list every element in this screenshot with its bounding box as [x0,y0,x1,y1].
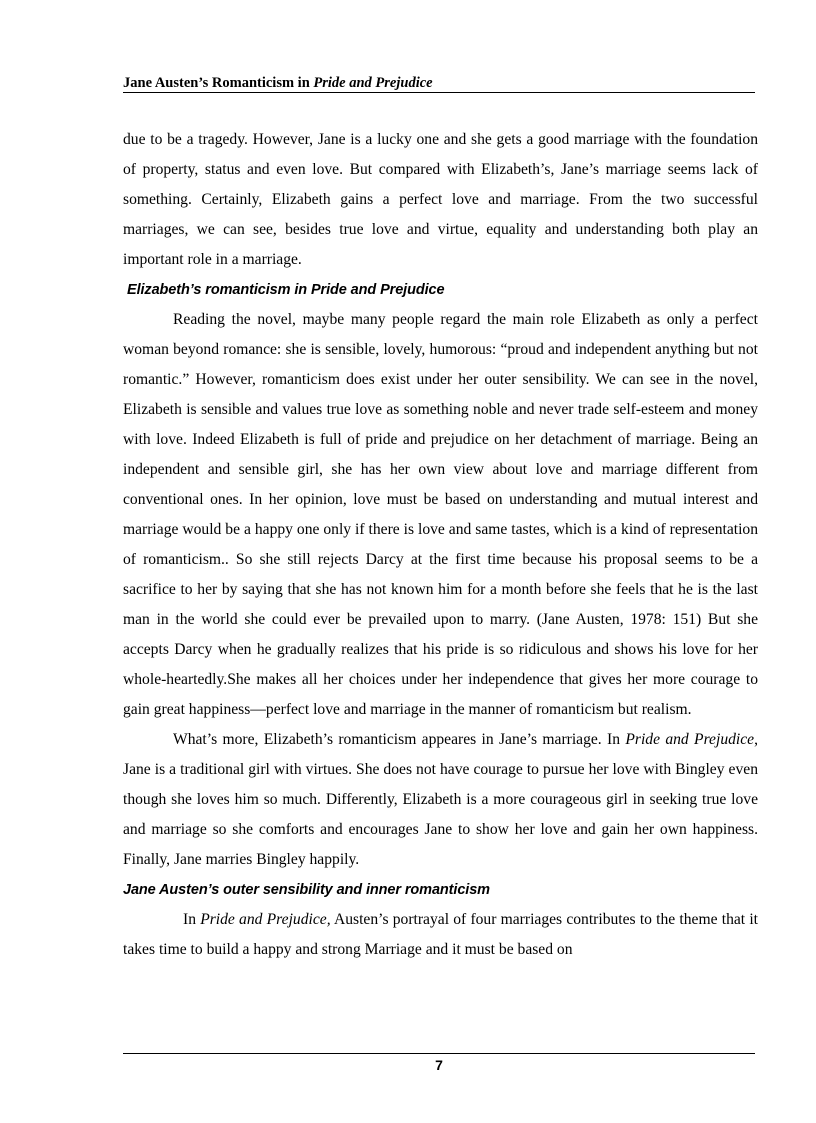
paragraph-1: due to be a tragedy. However, Jane is a lucky one and she gets a good marriage with the foundation of property, status and even love. But compared with Elizabeth’s, Jane’s marriage seems lack of something. Certainly, Elizabeth gains a perfect love and marriage. From the two successful marriages, we can see, besides true love and virtue, equality and understanding both play an important role in a marriage. [123,131,758,268]
body-text [123,125,758,965]
paragraph-3-end: , Jane is a traditional girl with virtues. She does not have courage to pursue her love with Bingley even though she loves him so much. Differently, Elizabeth is a more courageous girl in seeking true love and marriage so she comforts and encourages Jane to show her love and gain her own happiness. Finally, Jane marries Bingley happily. [123,731,758,868]
header-title-plain: Jane Austen’s Romanticism in [123,75,314,91]
paragraph-3-italic: Pride and Prejudice [625,731,755,748]
paragraph-4-start: In [183,911,201,928]
header-title-italic: Pride and Prejudice [313,75,433,91]
paragraph-2: Reading the novel, maybe many people regard the main role Elizabeth as only a perfect woman beyond romance: she is sensible, lovely, humorous: “proud and independent anything but not romantic.” However, romanticism does exist under her outer sensibility. We can see in the novel, Elizabeth is sensible and values true love as something noble and never trade self-esteem and money with love. Indeed Elizabeth is full of pride and prejudice on her detachment of marriage. Being an independent and sensible girl, she has her own view about love and marriage different from conventional ones. In her opinion, love must be based on understanding and mutual interest and marriage would be a happy one only if there is love and same tastes, which is a kind of representation of romanticism.. So she still rejects Darcy at the first time because his proposal seems to be a sacrifice to her by saying that she has not known him for a month before she feels that he is the last man in the world she could ever be prevailed upon to marry. (Jane Austen, 1978: 151) But she accepts Darcy when he gradually realizes that his pride is so ridiculous and shows his love for her whole-heartedly.She makes all her choices under her independence that gives her more courage to gain great happiness—perfect love and marriage in the manner of romanticism but realism. [123,311,758,718]
paragraph-4-italic: Pride and Prejudice, [200,911,331,928]
paragraph-4 [123,905,758,965]
page-number: 7 [435,1057,443,1073]
running-header [123,74,755,92]
paragraph-3-start: What’s more, Elizabeth’s romanticism appeares in Jane’s marriage. In [173,731,626,748]
section-heading-austen: Jane Austen’s outer sensibility and inner romanticism [123,882,490,898]
footer-rule [123,1053,755,1054]
paragraph-4-end: Austen’s portrayal of four marriages contributes to the theme that it takes time to build a happy and strong Marriage and it must be based on [123,911,758,958]
paragraph-3 [123,725,758,875]
header-rule [123,92,755,93]
section-heading-elizabeth: Elizabeth’s romanticism in Pride and Prejudice [127,282,445,298]
